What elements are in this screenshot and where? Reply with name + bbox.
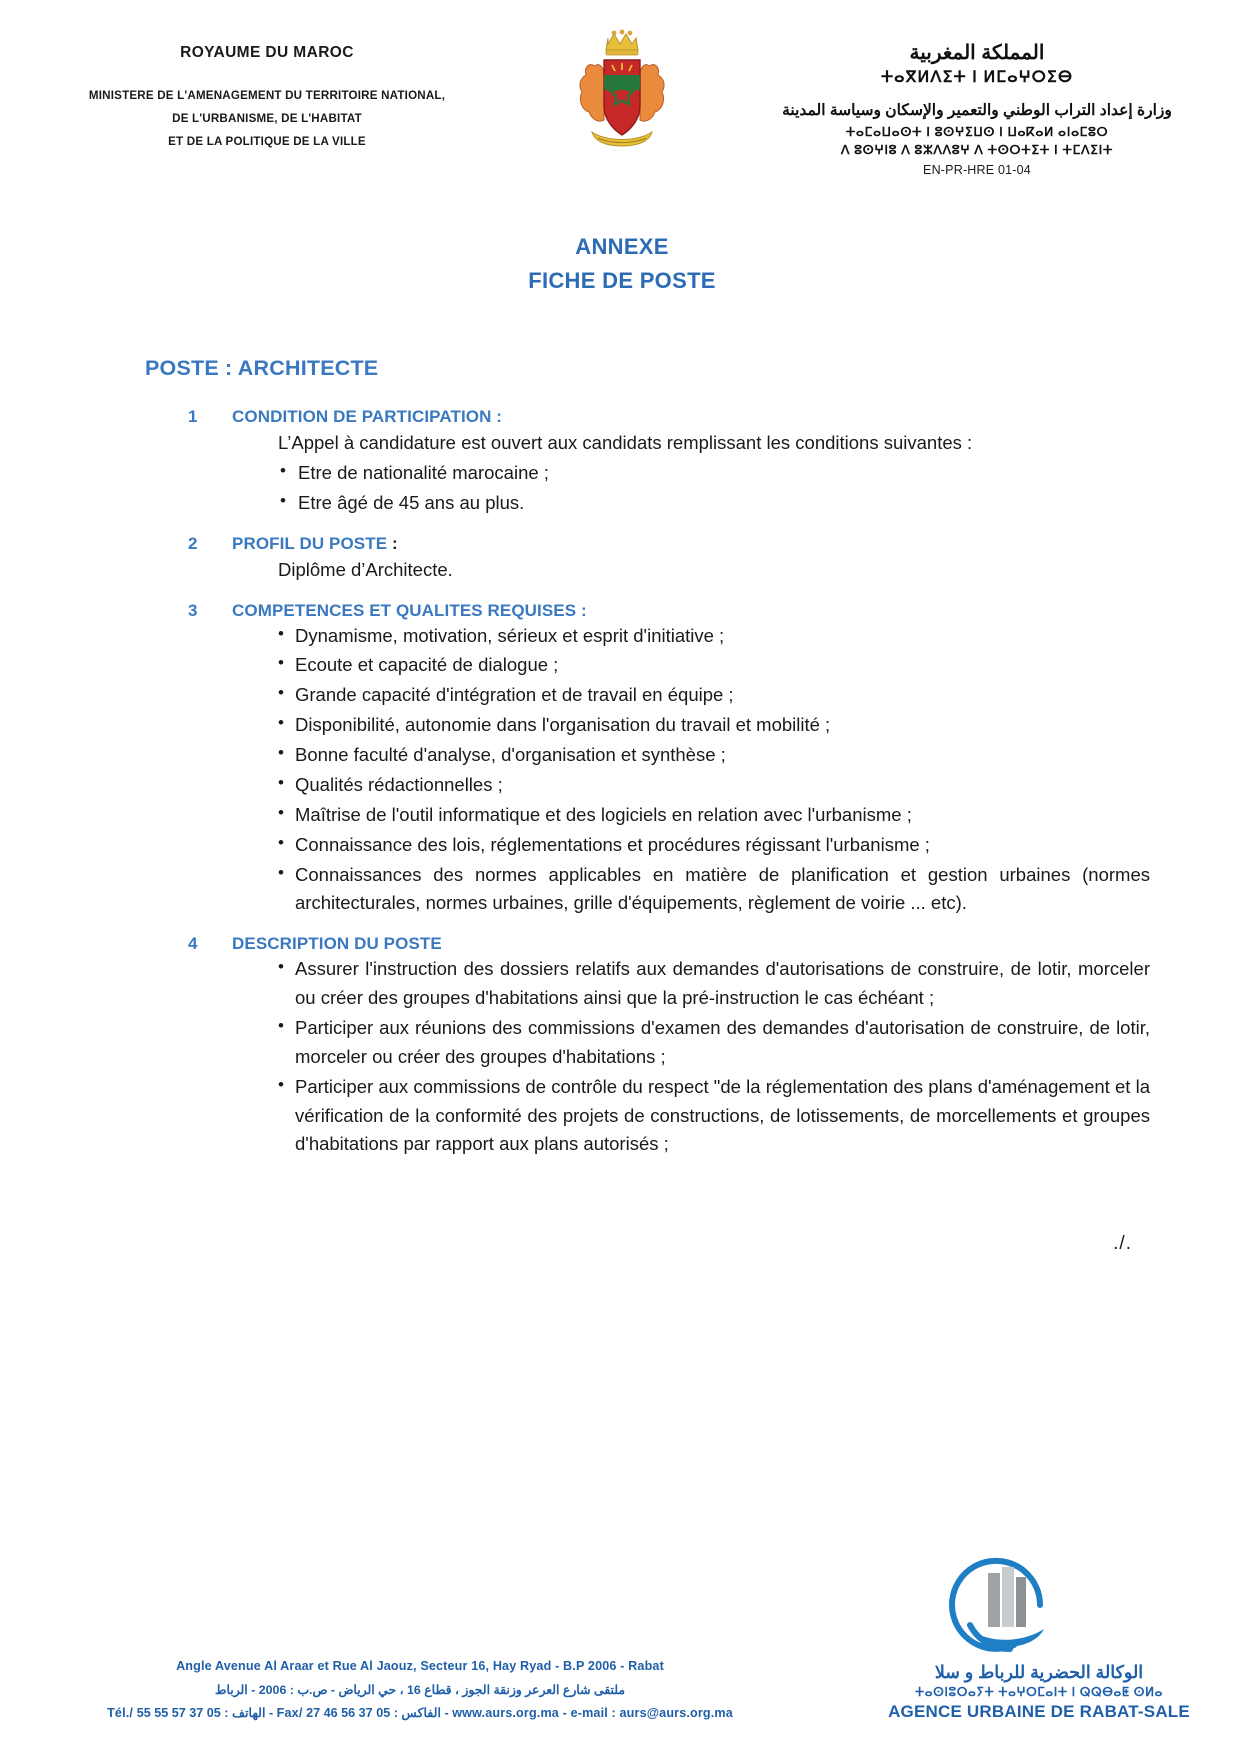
document-body (52, 407, 1192, 1255)
section-profil-du-poste (52, 534, 1192, 585)
ministry-line-2: DE L'URBANISME, DE L'HABITAT (172, 112, 362, 126)
list-item: • Etre de nationalité marocaine ; (278, 459, 1150, 488)
section-competences-et-qualites-requises (52, 601, 1192, 919)
section-bullet-list (278, 459, 1150, 518)
section-content (278, 955, 1150, 1159)
moroccan-coat-of-arms (562, 28, 682, 156)
section-number: 2 (188, 533, 198, 553)
section-heading (52, 601, 1192, 621)
section-title-colon: : (387, 533, 398, 553)
list-item: • Maîtrise de l'outil informatique et des logiciels en relation avec l'urbanisme ; (278, 801, 1150, 830)
section-number: 1 (188, 407, 198, 427)
agency-urbaine-logo (874, 1551, 1204, 1659)
section-bullet-list (278, 622, 1150, 919)
section-content (278, 429, 1150, 518)
section-number: 3 (188, 600, 198, 620)
list-item: • Bonne faculté d'analyse, d'organisation et synthèse ; (278, 741, 1150, 770)
section-title (232, 534, 398, 554)
section-heading (52, 534, 1192, 554)
footer-address-ar: ملتقى شارع العرعر وزنقة الجوز ، قطاع 16 ، حي الرياض - ص.ب : 2006 - الرباط (215, 1682, 625, 1697)
list-item: • Participer aux réunions des commissions d'examen des demandes d'autorisation de construire, de lotir, morceler ou créer des groupes d'habitations ; (278, 1014, 1150, 1072)
ministry-name-ar: وزارة إعداد التراب الوطني والتعمير والإسكان وسياسة المدينة (782, 102, 1172, 120)
agency-name-fr: AGENCE URBAINE DE RABAT-SALE (888, 1701, 1190, 1721)
section-heading (52, 934, 1192, 954)
ministry-name-tifinagh-2: ⴷ ⵓⵙⵖⵏⵓ ⴷ ⵓⵣⴷⴷⵓⵖ ⴷ ⵜⵙⵔⵜⵉⵜ ⵏ ⵜⵎⴷⵉⵏⵜ (840, 142, 1114, 157)
section-intro: Diplôme d’Architecte. (278, 558, 453, 580)
ministry-name-tifinagh-1: ⵜⴰⵎⴰⵡⴰⵙⵜ ⵏ ⵓⵙⵖⵉⵡⵙ ⵏ ⵡⴰⴽⴰⵍ ⴰⵏⴰⵎⵓⵔ (845, 124, 1109, 139)
title-line-annexe: ANNEXE (575, 234, 669, 259)
section-title-text: PROFIL DU POSTE (232, 533, 388, 553)
agency-identity-block (874, 1551, 1204, 1725)
agency-name-tifinagh: ⵜⴰⵙⵏⵓⵔⴰⵢⵜ ⵜⴰⵖⵔⵎⴰⵏⵜ ⵏ ⵕⵕⴱⴰⵟ ⵙⵍⴰ (915, 1685, 1163, 1700)
section-title: DESCRIPTION DU POSTE (232, 934, 442, 954)
section-intro: L’Appel à candidature est ouvert aux candidats remplissant les conditions suivantes : (278, 432, 973, 454)
list-item: • Connaissances des normes applicables en matière de planification et gestion urbaines (normes architecturales, normes urbaines, grille d'équipements, règlement de voirie ... etc). (278, 861, 1150, 919)
section-content (278, 556, 1150, 585)
footer-address-block (40, 1655, 800, 1725)
list-item: • Grande capacité d'intégration et de travail en équipe ; (278, 681, 1150, 710)
section-title: CONDITION DE PARTICIPATION : (232, 407, 503, 427)
agency-name-ar: الوكالة الحضرية للرباط و سلا (934, 1662, 1144, 1683)
document-title (0, 230, 1244, 298)
ministry-line-1: MINISTERE DE L'AMENAGEMENT DU TERRITOIRE NATIONAL, (88, 89, 446, 102)
continuation-mark: ./. (1113, 1233, 1132, 1255)
footer-contact-line: Tél./ الهاتف : 05 37 57 55 55 - Fax/ الفاكس : 05 37 56 46 27 - www.aurs.org.ma - e-mail : aurs@aurs.org.ma (107, 1705, 733, 1720)
list-item: • Qualités rédactionnelles ; (278, 771, 1150, 800)
list-item: • Disponibilité, autonomie dans l'organisation du travail et mobilité ; (278, 711, 1150, 740)
list-item: • Assurer l'instruction des dossiers relatifs aux demandes d'autorisations de construire, de lotir, morceler ou créer des groupes d'habitations ainsi que la pré-instruction le cas échéant ; (278, 955, 1150, 1013)
ministry-line-3: ET DE LA POLITIQUE DE LA VILLE (168, 135, 366, 149)
kingdom-name-fr: ROYAUME DU MAROC (180, 44, 354, 61)
list-item: • Participer aux commissions de contrôle du respect "de la réglementation des plans d'aménagement et la vérification de la conformité des projets de constructions, de lotissements, de morcellements et groupes d'habitations par rapport aux plans autorisés ; (278, 1073, 1150, 1160)
kingdom-name-ar: المملكة المغربية (909, 42, 1045, 64)
kingdom-name-tifinagh: ⵜⴰⴳⵍⴷⵉⵜ ⵏ ⵍⵎⴰⵖⵔⵉⴱ (880, 69, 1074, 86)
list-item: • Etre âgé de 45 ans au plus. (278, 489, 1150, 518)
footer-address-fr: Angle Avenue Al Araar et Rue Al Jaouz, Secteur 16, Hay Ryad - B.P 2006 - Rabat (176, 1659, 664, 1674)
section-bullet-list (278, 955, 1150, 1159)
list-item: • Dynamisme, motivation, sérieux et esprit d'initiative ; (278, 622, 1150, 651)
section-content (278, 622, 1150, 919)
section-heading (52, 407, 1192, 427)
header-arabic-block (762, 36, 1192, 177)
document-header (0, 0, 1244, 177)
list-item: • Ecoute et capacité de dialogue ; (278, 651, 1150, 680)
document-footer (0, 1551, 1244, 1725)
document-reference-code: EN-PR-HRE 01-04 (923, 162, 1031, 177)
section-title: COMPETENCES ET QUALITES REQUISES : (232, 600, 587, 620)
section-number: 4 (188, 934, 198, 954)
section-condition-de-participation (52, 407, 1192, 518)
title-line-fiche-de-poste: FICHE DE POSTE (528, 268, 716, 294)
post-title: POSTE : ARCHITECTE (145, 356, 379, 381)
section-description-du-poste (52, 934, 1192, 1159)
list-item: • Connaissance des lois, réglementations et procédures régissant l'urbanisme ; (278, 831, 1150, 860)
header-french-block (52, 36, 482, 154)
